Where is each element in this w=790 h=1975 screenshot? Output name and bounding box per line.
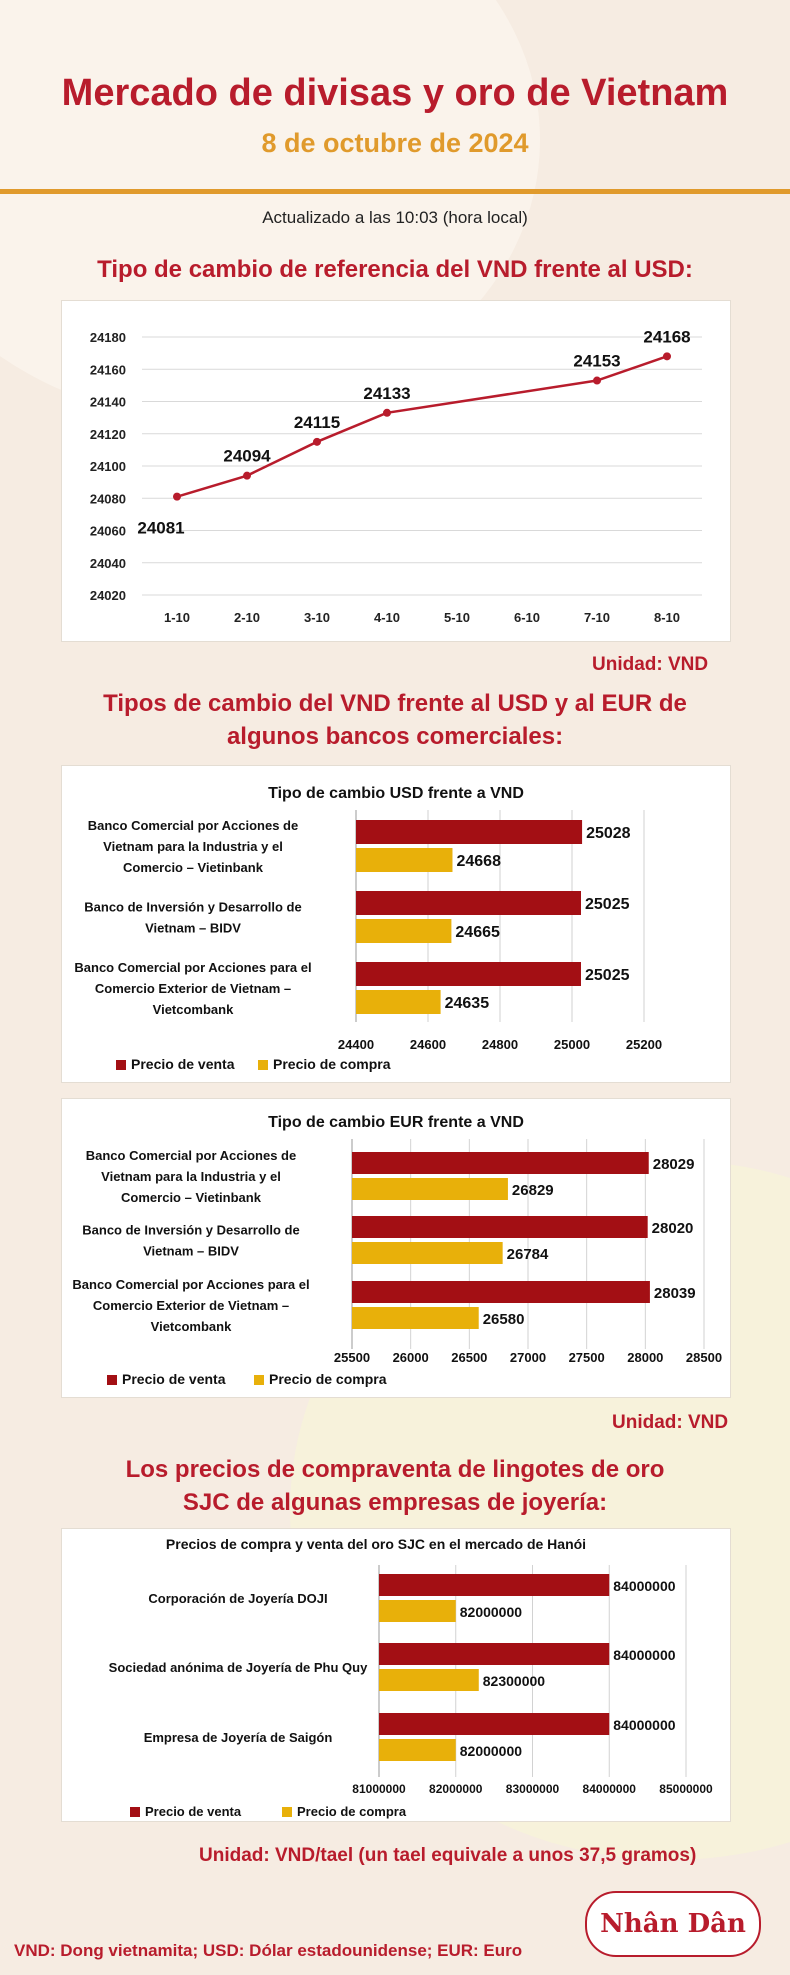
category-label: Banco de Inversión y Desarrollo de	[82, 1222, 300, 1238]
x-tick-label: 27500	[568, 1350, 605, 1365]
chart-title: Tipo de cambio USD frente a VND	[268, 785, 524, 802]
y-tick-label: 24060	[89, 523, 126, 539]
bar	[379, 1600, 456, 1622]
bar	[379, 1574, 609, 1596]
y-tick-label: 24040	[89, 555, 126, 571]
section-title-gold-2: SJC de algunas empresas de joyería:	[182, 1489, 608, 1516]
chart-title: Precios de compra y venta del oro SJC en el mercado de Hanói	[165, 1536, 587, 1552]
category-label: Vietnam – BIDV	[143, 1243, 239, 1259]
reference-chart-panel	[61, 300, 731, 642]
data-label: 24665	[455, 924, 500, 941]
data-label: 82300000	[482, 1673, 546, 1689]
chart-title: Tipo de cambio EUR frente a VND	[268, 1114, 524, 1131]
updated-time: Actualizado a las 10:03 (hora local)	[262, 208, 528, 227]
data-label: 25028	[586, 825, 631, 842]
bar	[356, 990, 441, 1014]
unit-banks: Unidad: VND	[612, 1412, 729, 1433]
usd-chart-panel	[61, 765, 731, 1083]
bar	[352, 1307, 479, 1329]
y-tick-label: 24080	[89, 491, 126, 507]
x-tick-label: 27000	[509, 1350, 547, 1365]
x-tick-label: 25200	[625, 1037, 663, 1052]
legend-label: Precio de compra	[273, 1056, 391, 1072]
x-tick-label: 26000	[392, 1350, 429, 1365]
bar	[352, 1152, 649, 1174]
category-label: Comercio Exterior de Vietnam –	[94, 981, 292, 996]
bar	[379, 1713, 609, 1735]
bar	[379, 1739, 456, 1761]
data-label: 82000000	[459, 1743, 523, 1759]
category-label: Vietcombank	[152, 1002, 234, 1017]
x-tick-label: 81000000	[352, 1782, 406, 1796]
category-label: Vietnam para la Industria y el	[101, 1169, 281, 1184]
unit-gold: Unidad: VND/tael (un tael equivale a unos 37,5 gramos)	[199, 1845, 697, 1866]
y-tick-label: 24180	[89, 330, 126, 345]
x-tick-label: 24400	[337, 1037, 375, 1052]
data-label: 24168	[643, 327, 691, 347]
category-label: Corporación de Joyería DOJI	[148, 1591, 328, 1606]
x-tick-label: 2-10	[233, 610, 261, 625]
legend-swatch	[107, 1375, 117, 1385]
data-point	[243, 472, 251, 480]
legend-label: Precio de compra	[269, 1371, 387, 1387]
legend-label: Precio de venta	[122, 1371, 226, 1387]
category-label: Empresa de Joyería de Saigón	[143, 1730, 333, 1745]
x-tick-label: 82000000	[429, 1782, 483, 1796]
bar	[356, 820, 582, 844]
bar	[352, 1178, 508, 1200]
legend-swatch	[116, 1060, 126, 1070]
data-label: 28020	[651, 1220, 694, 1237]
bar	[352, 1242, 503, 1264]
x-tick-label: 84000000	[582, 1782, 636, 1796]
category-label: Comercio – Vietinbank	[121, 1190, 261, 1205]
data-label: 26784	[506, 1246, 549, 1263]
category-label: Banco Comercial por Acciones de	[85, 1148, 297, 1163]
data-label: 24081	[137, 518, 185, 538]
data-label: 84000000	[613, 1578, 676, 1594]
x-tick-label: 8-10	[653, 610, 681, 625]
data-point	[663, 352, 671, 360]
data-label: 24094	[223, 446, 271, 466]
data-label: 24668	[456, 853, 501, 870]
data-label: 26580	[482, 1311, 525, 1328]
page-title: Mercado de divisas y oro de Vietnam	[61, 72, 729, 114]
x-tick-label: 1-10	[163, 610, 191, 625]
y-tick-label: 24020	[89, 588, 126, 603]
section-title-gold-1: Los precios de compraventa de lingotes de oro	[125, 1456, 665, 1483]
legend-swatch	[258, 1060, 268, 1070]
reference-rate-line-chart	[62, 301, 730, 641]
bar	[352, 1216, 648, 1238]
x-tick-label: 4-10	[373, 610, 401, 625]
x-tick-label: 24800	[481, 1037, 519, 1052]
x-tick-label: 6-10	[513, 610, 541, 625]
section-title-reference: Tipo de cambio de referencia del VND frente al USD:	[97, 256, 693, 283]
data-label: 82000000	[459, 1604, 523, 1620]
gold-price-bar-chart	[62, 1529, 730, 1821]
eur-bank-bar-chart	[62, 1099, 730, 1397]
header-divider	[0, 189, 790, 194]
category-label: Comercio Exterior de Vietnam –	[92, 1298, 290, 1313]
y-tick-label: 24100	[89, 459, 126, 474]
bar	[356, 919, 451, 943]
x-tick-label: 25500	[333, 1350, 371, 1365]
x-tick-label: 26500	[451, 1350, 488, 1365]
legend-swatch	[130, 1807, 140, 1817]
data-point	[593, 377, 601, 385]
bar	[379, 1643, 609, 1665]
data-label: 25025	[585, 896, 630, 913]
gold-chart-panel	[61, 1528, 731, 1822]
category-label: Banco Comercial por Acciones para el	[74, 960, 312, 975]
data-label: 84000000	[613, 1717, 676, 1733]
x-tick-label: 7-10	[583, 610, 611, 625]
data-label: 24115	[293, 412, 341, 432]
y-tick-label: 24160	[89, 362, 126, 378]
x-tick-label: 28500	[685, 1350, 723, 1365]
legend-label: Precio de venta	[145, 1804, 242, 1819]
section-title-banks-2: algunos bancos comerciales:	[226, 723, 564, 750]
category-label: Banco Comercial por Acciones para el	[72, 1277, 310, 1292]
x-tick-label: 28000	[627, 1350, 664, 1365]
logo-text: Nhân Dân	[600, 1909, 746, 1939]
y-tick-label: 24140	[89, 394, 126, 410]
data-point	[383, 409, 391, 417]
data-label: 28029	[652, 1156, 695, 1173]
abbreviations-footnote: VND: Dong vietnamita; USD: Dólar estadounidense; EUR: Euro	[14, 1941, 523, 1960]
data-label: 25025	[585, 967, 630, 984]
data-point	[313, 438, 321, 446]
data-label: 24133	[363, 383, 411, 403]
category-label: Sociedad anónima de Joyería de Phu Quy	[108, 1660, 368, 1675]
category-label: Comercio – Vietinbank	[123, 860, 263, 875]
x-tick-label: 85000000	[659, 1782, 713, 1796]
x-tick-label: 25000	[553, 1037, 591, 1052]
category-label: Banco Comercial por Acciones de	[87, 818, 299, 833]
data-label: 28039	[653, 1285, 696, 1302]
category-label: Vietcombank	[150, 1319, 232, 1334]
bar	[356, 962, 581, 986]
x-tick-label: 5-10	[443, 610, 471, 625]
data-label: 84000000	[613, 1647, 676, 1663]
usd-bank-bar-chart	[62, 766, 730, 1082]
data-label: 24153	[573, 351, 621, 371]
x-tick-label: 24600	[409, 1037, 447, 1052]
page-date: 8 de octubre de 2024	[261, 128, 529, 158]
bar	[379, 1669, 479, 1691]
data-point	[173, 493, 181, 501]
eur-chart-panel	[61, 1098, 731, 1398]
legend-label: Precio de venta	[131, 1056, 235, 1072]
legend-swatch	[282, 1807, 292, 1817]
bar	[356, 891, 581, 915]
x-tick-label: 3-10	[303, 610, 331, 625]
category-label: Vietnam para la Industria y el	[103, 839, 283, 854]
bar	[352, 1281, 650, 1303]
bar	[356, 848, 452, 872]
section-title-banks-1: Tipos de cambio del VND frente al USD y al EUR de	[103, 690, 687, 717]
legend-swatch	[254, 1375, 264, 1385]
x-tick-label: 83000000	[505, 1782, 560, 1796]
y-tick-label: 24120	[89, 426, 126, 442]
nhan-dan-logo[interactable]	[585, 1891, 761, 1957]
data-label: 24635	[444, 995, 490, 1012]
unit-reference: Unidad: VND	[592, 654, 709, 675]
legend-label: Precio de compra	[297, 1804, 407, 1819]
category-label: Vietnam – BIDV	[145, 920, 241, 936]
category-label: Banco de Inversión y Desarrollo de	[84, 899, 302, 915]
data-label: 26829	[511, 1182, 554, 1199]
